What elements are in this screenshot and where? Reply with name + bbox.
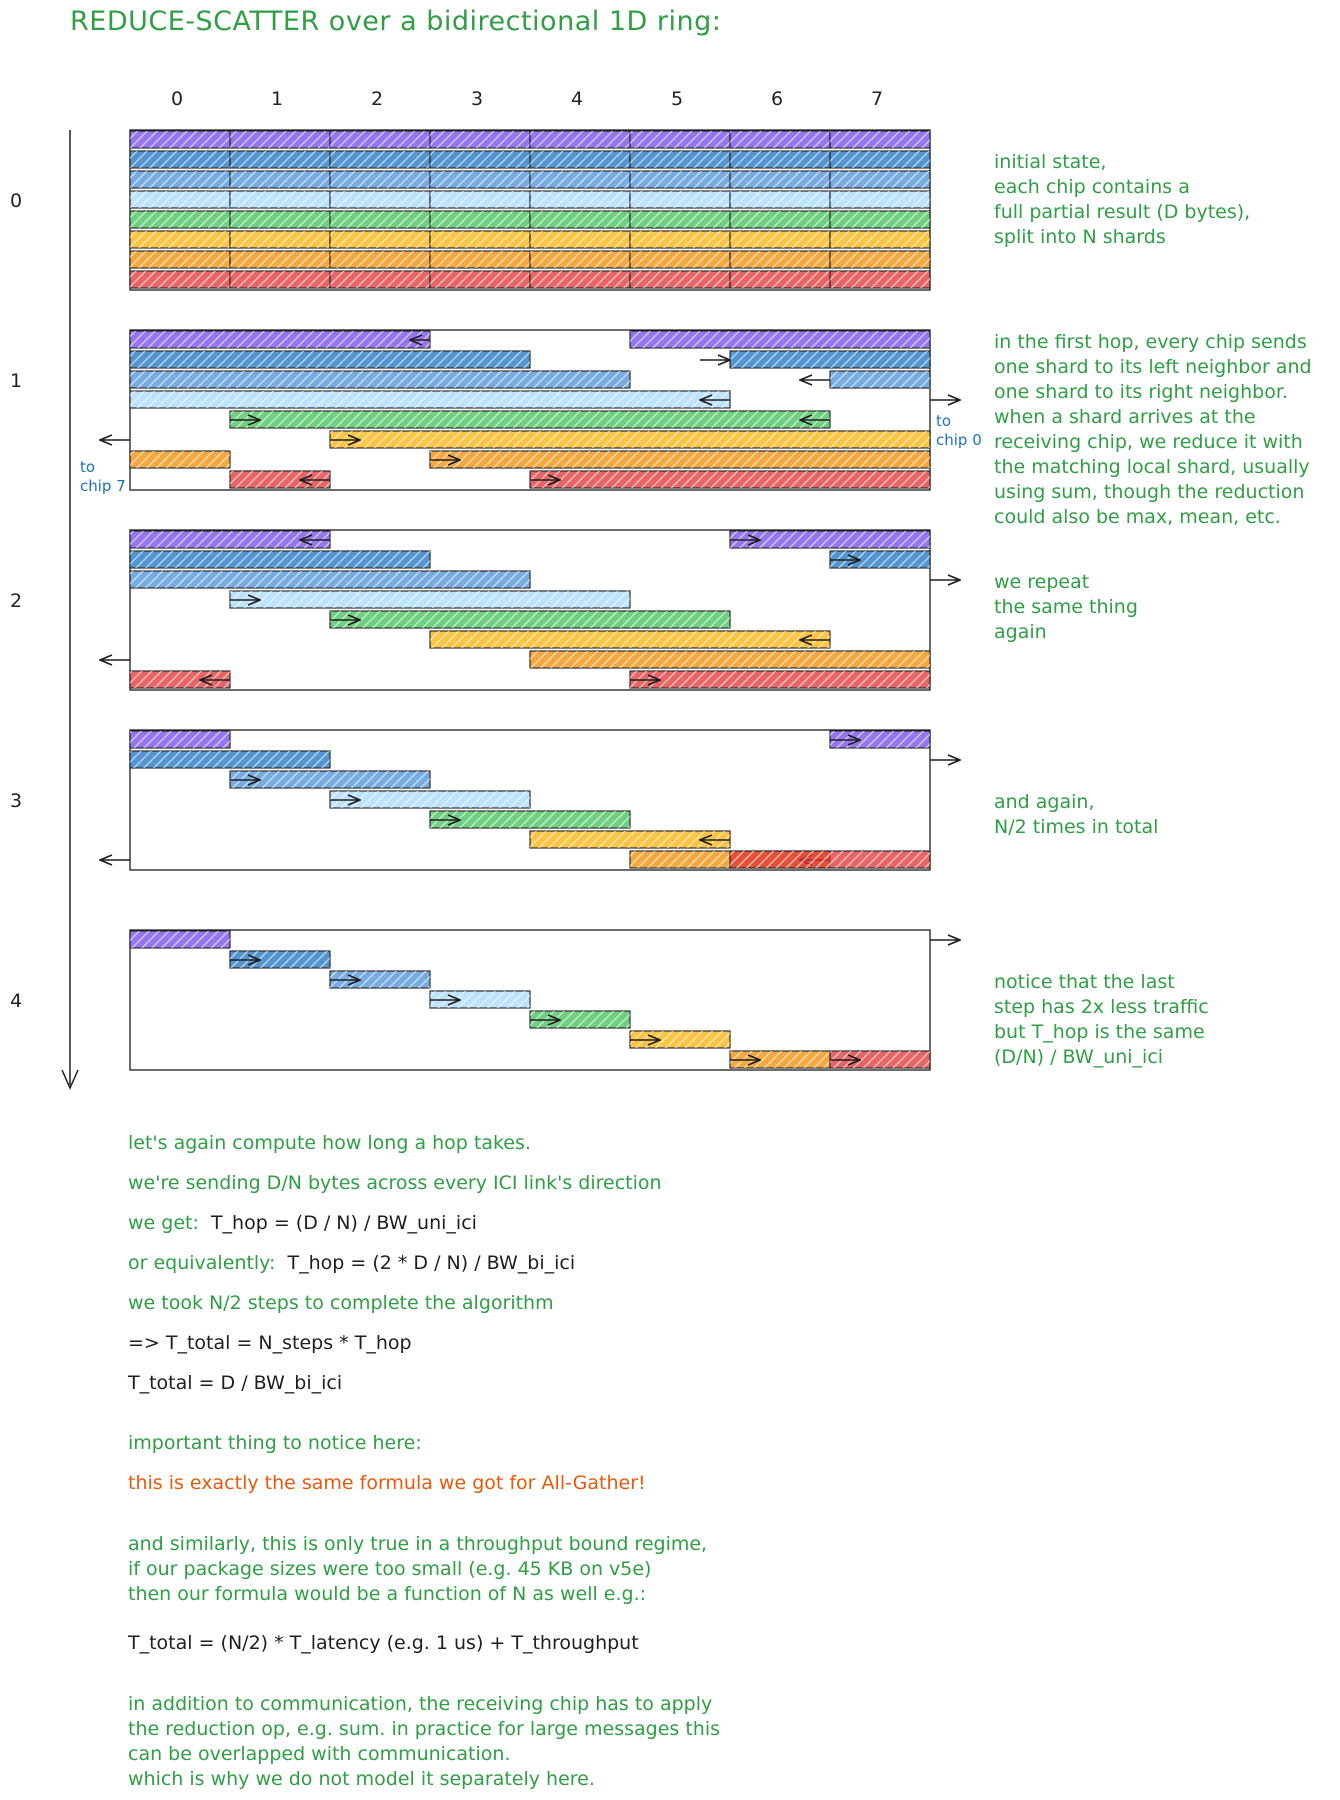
shard-cell-hatch [130, 231, 230, 248]
shard-cell-hatch [530, 131, 630, 148]
shard-cell-hatch [830, 271, 930, 288]
shard-cell-hatch [730, 231, 830, 248]
shard-cell-hatch [230, 191, 330, 208]
shard-cell-hatch [430, 131, 530, 148]
shard-cell-hatch [530, 471, 930, 488]
shard-cell-hatch [630, 171, 730, 188]
step-label-4: 4 [10, 990, 23, 1012]
shard-cell-hatch [230, 251, 330, 268]
shard-cell-hatch [630, 131, 730, 148]
note-step-3: and again, N/2 times in total [994, 791, 1159, 838]
column-label-5: 5 [670, 88, 684, 110]
shard-cell-hatch [830, 371, 930, 388]
shard-cell-hatch [230, 151, 330, 168]
shard-cell-hatch [130, 351, 530, 368]
formula-t-total-steps: => T_total = N_steps * T_hop [128, 1332, 412, 1354]
shard-cell-hatch [330, 151, 430, 168]
to-chip-7-label: to chip 7 [80, 458, 126, 495]
shard-cell-hatch [130, 571, 530, 588]
text-throughput-regime: and similarly, this is only true in a throughput bound regime, if our package sizes were too small (e.g. 45 KB on v5e) then our formula would be a function of N as well e.g.: [128, 1533, 708, 1605]
shard-cell-hatch [830, 131, 930, 148]
shard-cell-hatch [130, 131, 230, 148]
shard-cell-hatch [830, 191, 930, 208]
shard-cell-hatch [830, 171, 930, 188]
shard-cell-hatch [130, 391, 730, 408]
shard-cell-hatch [430, 631, 830, 648]
text-we-get: we get: T_hop = (D / N) / BW_uni_ici [128, 1212, 477, 1234]
shard-cell-hatch [730, 211, 830, 228]
diagram-title: REDUCE-SCATTER over a bidirectional 1D ring: [70, 6, 722, 37]
shard-cell-hatch [430, 451, 930, 468]
shard-cell-hatch [130, 171, 230, 188]
shard-cell-hatch [130, 211, 230, 228]
step-label-0: 0 [10, 190, 23, 212]
shard-cell-hatch [730, 271, 830, 288]
shard-cell-hatch [230, 171, 330, 188]
column-label-4: 4 [570, 88, 584, 110]
shard-cell-hatch [130, 551, 430, 568]
step-label-3: 3 [10, 790, 23, 812]
shard-cell-hatch [330, 131, 430, 148]
shard-cell-hatch [630, 231, 730, 248]
shard-cell-hatch [630, 271, 730, 288]
column-label-6: 6 [770, 88, 784, 110]
text-equivalently: or equivalently: T_hop = (2 * D / N) / BW_bi_ici [128, 1252, 576, 1274]
shard-cell-hatch [430, 231, 530, 248]
shard-cell-hatch [330, 251, 430, 268]
shard-cell-hatch [830, 251, 930, 268]
column-label-3: 3 [470, 88, 484, 110]
formula-latency: T_total = (N/2) * T_latency (e.g. 1 us) + T_throughput [128, 1632, 639, 1654]
shard-cell-hatch [130, 191, 230, 208]
formula-t-total: T_total = D / BW_bi_ici [128, 1372, 343, 1394]
shard-cell-hatch [530, 171, 630, 188]
shard-cell-hatch [630, 251, 730, 268]
text-steps-taken: we took N/2 steps to complete the algorithm [128, 1292, 554, 1314]
step-label-1: 1 [10, 370, 23, 392]
shard-cell-hatch [230, 211, 330, 228]
shard-cell-hatch [730, 351, 930, 368]
shard-cell-hatch [730, 171, 830, 188]
shard-cell-hatch [130, 931, 230, 948]
shard-cell-hatch [530, 251, 630, 268]
shard-cell-hatch [530, 271, 630, 288]
shard-cell-hatch [830, 151, 930, 168]
shard-cell-hatch [430, 251, 530, 268]
step-label-2: 2 [10, 590, 23, 612]
shard-cell-hatch [230, 131, 330, 148]
shard-cell-hatch [230, 271, 330, 288]
shard-cell-hatch [830, 211, 930, 228]
column-label-1: 1 [270, 88, 284, 110]
shard-cell-hatch [330, 271, 430, 288]
shard-cell-hatch [430, 211, 530, 228]
shard-cell-hatch [630, 151, 730, 168]
shard-cell-hatch [130, 751, 330, 768]
column-label-0: 0 [170, 88, 184, 110]
shard-cell-hatch [230, 231, 330, 248]
shard-cell-hatch [630, 211, 730, 228]
shard-cell-hatch [430, 271, 530, 288]
shard-cell-hatch [630, 191, 730, 208]
shard-cell-hatch [630, 671, 930, 688]
shard-cell-hatch [430, 191, 530, 208]
shard-cell-hatch [530, 231, 630, 248]
shard-cell-hatch [530, 651, 930, 668]
shard-cell-hatch [130, 371, 630, 388]
shard-cell-hatch [330, 231, 430, 248]
note-step-1: in the first hop, every chip sends one shard to its left neighbor and one shard to its right neighbor. when a shard arrives at the receiving chip, we reduce it with the matching local shard, usually using sum, though the reduction could also be max, mean, etc. [994, 331, 1312, 528]
shard-cell-hatch [130, 731, 230, 748]
shard-cell-hatch [130, 331, 430, 348]
text-important: important thing to notice here: [128, 1432, 422, 1454]
shard-cell-hatch [730, 251, 830, 268]
text-bytes-sent: we're sending D/N bytes across every ICI link's direction [128, 1172, 662, 1194]
shard-cell-hatch [130, 271, 230, 288]
shard-cell-hatch [530, 211, 630, 228]
column-label-7: 7 [870, 88, 884, 110]
shard-cell-hatch [530, 151, 630, 168]
text-hop-intro: let's again compute how long a hop takes. [128, 1132, 531, 1154]
shard-cell-hatch [730, 151, 830, 168]
shard-cell-hatch [630, 331, 930, 348]
column-label-2: 2 [370, 88, 384, 110]
shard-cell-hatch [430, 171, 530, 188]
shard-cell-hatch [430, 151, 530, 168]
shard-cell-hatch [330, 211, 430, 228]
text-same-formula: this is exactly the same formula we got for All-Gather! [128, 1472, 646, 1494]
shard-cell-hatch [330, 611, 730, 628]
shard-cell-hatch [730, 131, 830, 148]
shard-cell-hatch [130, 451, 230, 468]
note-step-0: initial state, each chip contains a full partial result (D bytes), split into N shards [994, 151, 1251, 248]
to-chip-0-label: to chip 0 [936, 412, 982, 449]
shard-cell-hatch [530, 191, 630, 208]
shard-cell-hatch [830, 231, 930, 248]
shard-cell-hatch [730, 851, 930, 868]
shard-cell-hatch [230, 591, 630, 608]
note-step-4: notice that the last step has 2x less traffic but T_hop is the same (D/N) / BW_uni_ici [994, 971, 1209, 1068]
shard-cell-hatch [330, 191, 430, 208]
shard-cell-hatch [330, 171, 430, 188]
shard-cell-hatch [130, 251, 230, 268]
text-reduction-op: in addition to communication, the receiving chip has to apply the reduction op, e.g. sum. in practice for large messages this can be overlapped with communication. which is why we do not model it separately here. [128, 1693, 721, 1790]
shard-cell-hatch [230, 411, 830, 428]
shard-cell-hatch [330, 431, 930, 448]
shard-cell-hatch [730, 191, 830, 208]
note-step-2: we repeat the same thing again [994, 571, 1138, 643]
shard-cell-hatch [130, 151, 230, 168]
